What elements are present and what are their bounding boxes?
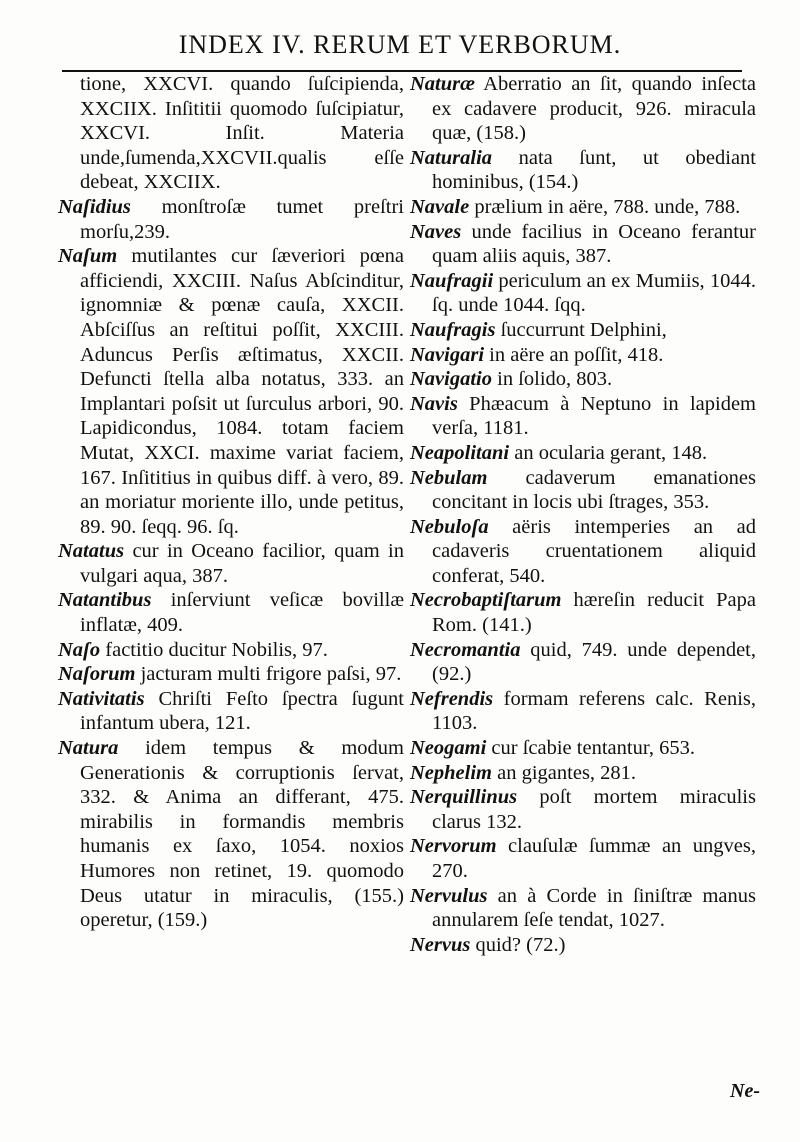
left-column xyxy=(58,72,404,933)
index-text: quid? (72.) xyxy=(470,933,566,956)
right-column xyxy=(410,72,756,957)
index-keyword: Neapolitani xyxy=(410,441,510,464)
index-entry xyxy=(410,785,756,834)
index-text: poſt mortem miraculis clarus 132. xyxy=(432,786,756,833)
index-entry xyxy=(58,638,404,663)
index-keyword: Navale xyxy=(410,195,470,218)
index-text: Chriſti Feſto ſpectra ſugunt infantum ubera, 121. xyxy=(80,687,404,735)
index-keyword: Nervulus xyxy=(410,884,488,907)
index-keyword: Naſo xyxy=(58,638,101,661)
index-keyword: Naturalia xyxy=(410,146,493,169)
index-text: cur ſcabie tentantur, 653. xyxy=(486,737,695,760)
index-text: an gigantes, 281. xyxy=(492,761,637,784)
index-entry xyxy=(410,515,756,589)
index-text: an à Corde in ſiniſtræ manus annularem ſeſe tendat, 1027. xyxy=(432,884,756,932)
index-keyword: Naſum xyxy=(58,245,118,268)
index-keyword: Neogami xyxy=(410,737,487,760)
index-entry xyxy=(410,220,756,269)
index-entry xyxy=(410,367,756,392)
index-entry xyxy=(58,662,404,687)
index-text: in ſolido, 803. xyxy=(492,368,613,391)
index-entry xyxy=(410,466,756,515)
index-text: aëris intemperies an ad cadaveris cruentationem aliquid conferat, 540. xyxy=(432,515,756,587)
index-entry xyxy=(410,343,756,368)
index-keyword: Nerquillinus xyxy=(410,786,518,809)
index-entry xyxy=(410,638,756,687)
index-entry xyxy=(410,834,756,883)
index-entry xyxy=(58,539,404,588)
index-entry xyxy=(410,195,756,220)
index-text: clauſulæ ſummæ an ungves, 270. xyxy=(432,835,756,882)
index-keyword: Natantibus xyxy=(58,589,152,612)
index-keyword: Natura xyxy=(58,737,119,760)
index-entry xyxy=(410,884,756,933)
index-text: monſtroſæ tumet preſtri morſu,239. xyxy=(80,195,404,243)
index-keyword: Necromantia xyxy=(410,638,521,661)
index-text: idem tempus & modum Generationis & corruptionis ſervat, 332. & Anima an differant, 475. mirabilis in formandis membris humanis ex ſaxo, 1054. noxios Humores non retinet, 19. quomodo Deus utatur in miraculis, (155.) operetur, (159.) xyxy=(80,737,404,932)
index-text: hæreſin reducit Papa Rom. (141.) xyxy=(432,589,756,637)
index-entry xyxy=(410,269,756,318)
index-entry xyxy=(58,195,404,244)
index-keyword: Natatus xyxy=(58,540,125,563)
index-keyword: Naſorum xyxy=(58,663,136,686)
index-text: unde facilius in Oceano ferantur quam aliis aquis, 387. xyxy=(432,220,756,268)
index-text: Aberratio an ſit, quando inſecta ex cadavere producit, 926. miracula quæ, (158.) xyxy=(432,73,756,145)
index-keyword: Nebuloſa xyxy=(410,515,489,538)
index-keyword: Naufragii xyxy=(410,269,494,292)
index-entry xyxy=(410,933,756,958)
index-keyword: Necrobaptiſtarum xyxy=(410,589,562,612)
index-keyword: Navigatio xyxy=(410,368,492,391)
index-entry xyxy=(58,588,404,637)
index-entry xyxy=(410,761,756,786)
index-entry xyxy=(58,687,404,736)
index-text: in aëre an poſſit, 418. xyxy=(484,343,664,366)
index-entry xyxy=(58,72,404,195)
index-entry xyxy=(410,392,756,441)
index-entry xyxy=(410,736,756,761)
index-keyword: Naſidius xyxy=(58,195,131,218)
index-text: formam referens calc. Renis, 1103. xyxy=(432,687,756,735)
index-entry xyxy=(58,736,404,933)
running-header: INDEX IV. RERUM ET VERBORUM. xyxy=(178,30,622,59)
index-keyword: Naufragis xyxy=(410,318,496,341)
index-entry xyxy=(410,146,756,195)
index-text: factitio ducitur Nobilis, 97. xyxy=(100,638,328,661)
index-text: jacturam multi frigore paſsi, 97. xyxy=(135,663,402,686)
index-entry xyxy=(410,318,756,343)
index-entry xyxy=(410,441,756,466)
index-text: Phæacum à Neptuno in lapidem verſa, 1181. xyxy=(432,392,756,440)
index-keyword: Nervus xyxy=(410,933,471,956)
index-text: nata ſunt, ut obediant hominibus, (154.) xyxy=(432,146,756,194)
index-entry xyxy=(410,588,756,637)
index-keyword: Naves xyxy=(410,220,462,243)
index-text: mutilantes cur ſæveriori pœna afficiendi, XXCIII. Naſus Abſcinditur, ignomniæ & pœnæ cauſa, XXCII. Abſciſſus an reſtitui poſſit, XXCIII. Aduncus Perſis æſtimatus, XXCII. Defuncti ſtella alba notatus, 333. an Implantari poſsit ut ſurculus arbori, 90. Lapidicondus, 1084. totam faciem Mutat, XXCI. maxime variat faciem, 167. Inſititius in quibus diff. à vero, 89. an moriatur moriente illo, unde petitus, 89. 90. ſeqq. 96. ſq. xyxy=(80,245,404,538)
index-keyword: Nervorum xyxy=(410,835,497,858)
index-keyword: Nativitatis xyxy=(58,687,145,710)
index-keyword: Naturæ xyxy=(410,73,475,95)
index-keyword: Navigari xyxy=(410,343,485,366)
index-keyword: Nefrendis xyxy=(410,687,494,710)
index-keyword: Navis xyxy=(410,392,458,415)
index-keyword: Nebulam xyxy=(410,466,488,489)
index-text: cur in Oceano facilior, quam in vulgari aqua, 387. xyxy=(80,540,404,587)
index-text: inſerviunt veſicæ bovillæ inflatæ, 409. xyxy=(80,589,404,637)
index-text: quid, 749. unde dependet, (92.) xyxy=(432,638,756,686)
index-entry xyxy=(58,244,404,539)
index-keyword: Nephelim xyxy=(410,761,492,784)
index-text: tione, XXCVI. quando ſuſcipienda, XXCIIX. Inſititii quomodo ſuſcipiatur, XXCVI. Inſit. Materia unde,ſumenda,XXCVII.qualis eſſe debeat, XXCIIX. xyxy=(80,73,404,194)
index-text: an ocularia gerant, 148. xyxy=(509,441,708,464)
index-entry xyxy=(410,687,756,736)
index-entry xyxy=(410,72,756,146)
catchword: Ne- xyxy=(730,1080,760,1102)
index-text: prælium in aëre, 788. unde, 788. xyxy=(469,195,741,218)
index-text: cadaverum emanationes concitant in locis ubi ſtrages, 353. xyxy=(432,466,756,514)
index-text: ſuccurrunt Delphini, xyxy=(495,318,667,341)
index-text: periculum an ex Mumiis, 1044. ſq. unde 1044. ſqq. xyxy=(432,269,756,317)
